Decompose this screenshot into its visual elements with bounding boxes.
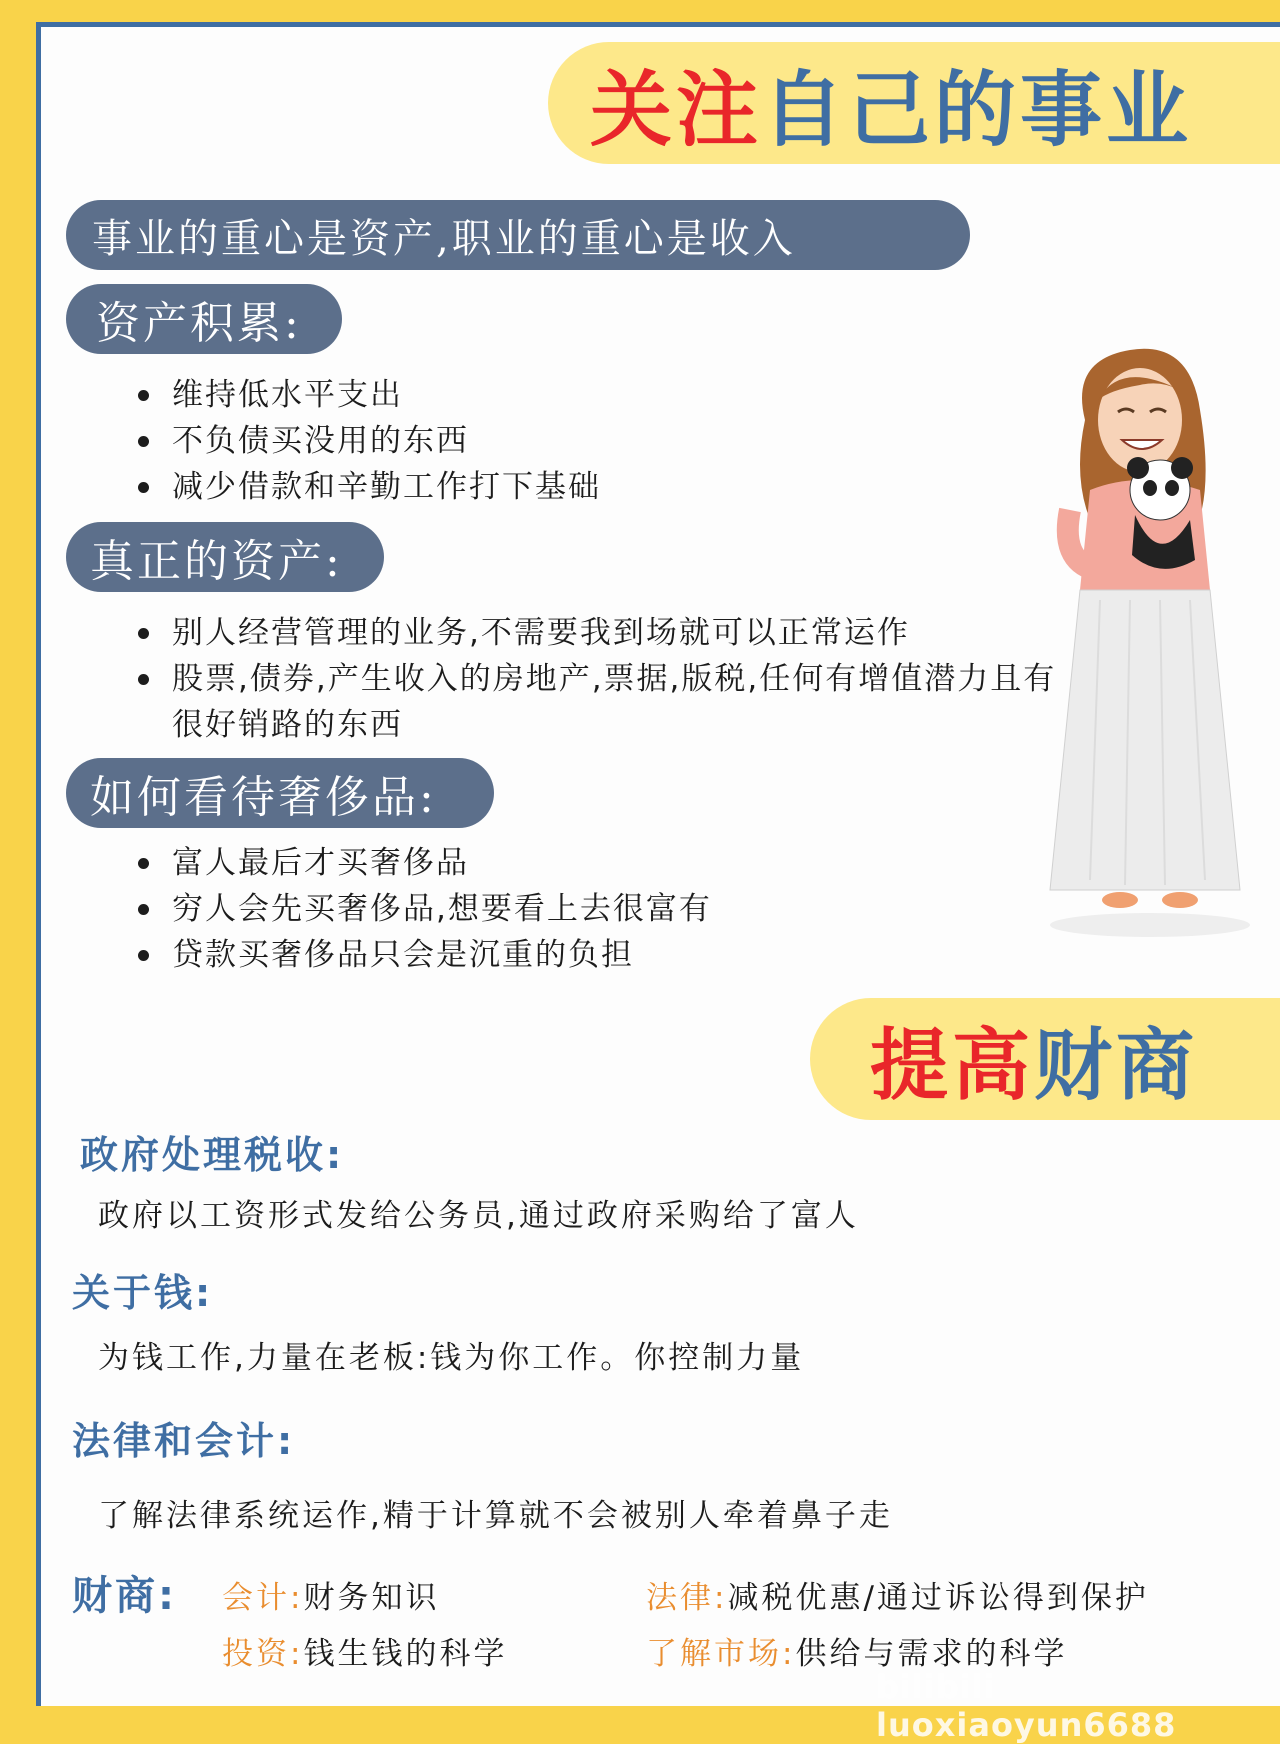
section-title-luxury: 如何看待奢侈品: xyxy=(66,758,494,828)
topic-text-tax: 政府以工资形式发给公务员,通过政府采购给了富人 xyxy=(98,1198,859,1234)
section-title-real-assets: 真正的资产: xyxy=(66,522,384,592)
luxury-list xyxy=(136,840,1016,978)
list-item: 维持低水平支出 xyxy=(136,372,1016,418)
list-item: 减少借款和辛勤工作打下基础 xyxy=(136,464,1016,510)
topic-text-law: 了解法律系统运作,精于计算就不会被别人牵着鼻子走 xyxy=(98,1498,893,1534)
caishang-value: 财务知识 xyxy=(303,1580,440,1616)
list-item: 别人经营管理的业务,不需要我到场就可以正常运作 xyxy=(136,610,1076,656)
caishang-value: 供给与需求的科学 xyxy=(795,1636,1068,1672)
section-title-asset-accumulation: 资产积累: xyxy=(66,284,342,354)
list-item: 贷款买奢侈品只会是沉重的负担 xyxy=(136,932,1016,978)
title-blue-part: 自己的事业 xyxy=(762,62,1193,158)
caishang-item-invest xyxy=(222,1628,507,1673)
caishang-value: 减税优惠/通过诉讼得到保护 xyxy=(727,1580,1149,1616)
topic-text-money: 为钱工作,力量在老板:钱为你工作。你控制力量 xyxy=(98,1340,805,1376)
list-item: 股票,债券,产生收入的房地产,票据,版税,任何有增值潜力且有很好销路的东西 xyxy=(136,656,1072,748)
asset-accumulation-list xyxy=(136,372,1016,510)
list-item: 穷人会先买奢侈品,想要看上去很富有 xyxy=(136,886,1016,932)
caishang-value: 钱生钱的科学 xyxy=(303,1636,508,1672)
title-red-part: 关注 xyxy=(590,62,763,158)
title-red-part: 提高 xyxy=(870,1021,1035,1111)
list-item: 富人最后才买奢侈品 xyxy=(136,840,1016,886)
title-banner-financial-iq xyxy=(810,998,1280,1120)
title-blue-part: 财商 xyxy=(1034,1021,1199,1111)
caishang-item-law xyxy=(646,1572,1149,1617)
real-assets-list xyxy=(136,610,1076,748)
list-item: 不负债买没用的东西 xyxy=(136,418,1016,464)
topic-heading-money: 关于钱: xyxy=(72,1271,214,1315)
caishang-key: 会计: xyxy=(222,1580,304,1616)
topic-heading-tax: 政府处理税收: xyxy=(80,1133,345,1177)
caishang-item-accounting xyxy=(222,1572,439,1617)
topic-heading-law: 法律和会计: xyxy=(72,1419,296,1463)
caishang-key: 法律: xyxy=(646,1580,728,1616)
title-banner-career xyxy=(548,42,1280,164)
caishang-key: 了解市场: xyxy=(646,1636,796,1672)
caishang-item-market xyxy=(646,1628,1067,1673)
caishang-label: 财商: xyxy=(72,1573,177,1619)
caishang-key: 投资: xyxy=(222,1636,304,1672)
headline-pill: 事业的重心是资产,职业的重心是收入 xyxy=(66,200,970,270)
watermark: bilibili luoxiaoyun6688 xyxy=(876,1668,1177,1744)
girl-with-panda-illustration xyxy=(1040,340,1260,940)
